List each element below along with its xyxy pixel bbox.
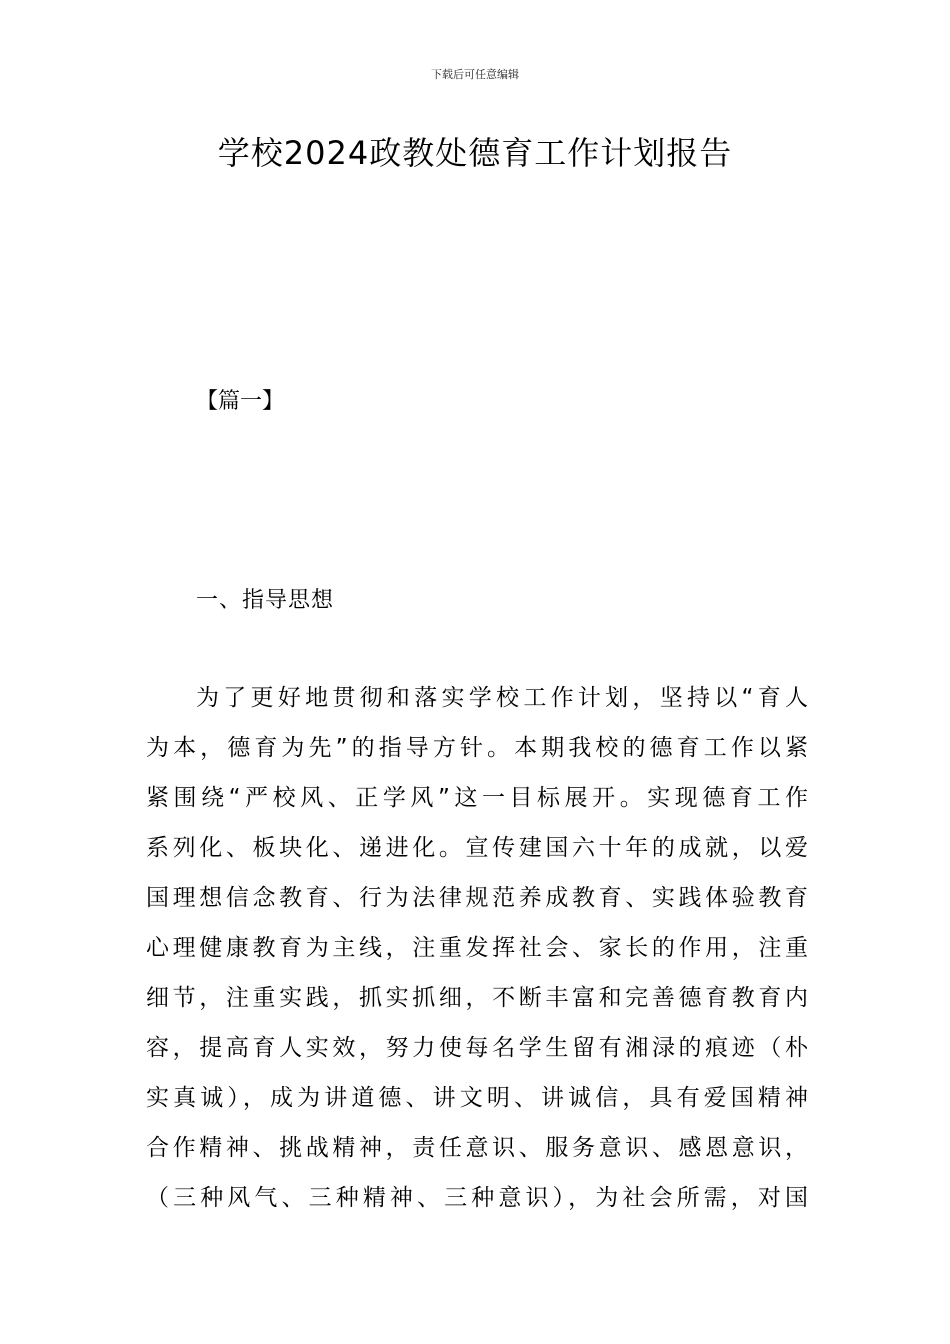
paragraph-line: 实真诚），成为讲道德、讲文明、讲诚信，具有爱国精神 [146, 1085, 808, 1111]
paragraph-line: 为本，德育为先”的指导方针。本期我校的德育工作以紧 [146, 735, 808, 761]
section-heading: 一、指导思想 [196, 588, 335, 613]
paragraph-line: 为了更好地贯彻和落实学校工作计划，坚持以“育人 [196, 685, 808, 711]
paragraph-line: 合作精神、挑战精神，责任意识、服务意识、感恩意识， [146, 1135, 808, 1161]
paragraph-line: 容，提高育人实效，努力使每名学生留有湘渌的痕迹（朴 [146, 1035, 808, 1061]
section-label: 【篇一】 [196, 389, 285, 414]
paragraph-line: （三种风气、三种精神、三种意识），为社会所需，对国 [146, 1185, 808, 1211]
body-paragraph [146, 680, 808, 1230]
paragraph-line: 紧围绕“严校风、正学风”这一目标展开。实现德育工作 [146, 785, 808, 811]
paragraph-line: 心理健康教育为主线，注重发挥社会、家长的作用，注重 [146, 935, 808, 961]
paragraph-line: 系列化、板块化、递进化。宣传建国六十年的成就，以爱 [146, 835, 808, 861]
page-title: 学校2024政教处德育工作计划报告 [217, 134, 733, 172]
paragraph-line: 细节，注重实践，抓实抓细，不断丰富和完善德育教育内 [146, 985, 808, 1011]
paragraph-line: 国理想信念教育、行为法律规范养成教育、实践体验教育 [146, 885, 808, 911]
header-note: 下载后可任意编辑 [431, 68, 519, 81]
